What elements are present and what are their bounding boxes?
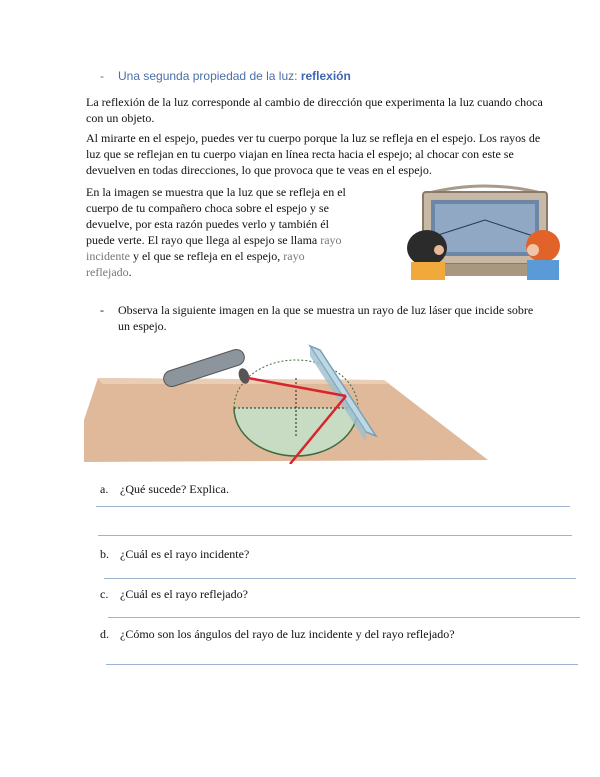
- para3-text3: .: [128, 265, 132, 279]
- question-d-label: d.: [100, 627, 109, 641]
- question-c-label: c.: [100, 587, 109, 601]
- paragraph-rays: [86, 184, 348, 280]
- child-left-body: [411, 262, 445, 280]
- question-a-label: a.: [100, 482, 109, 496]
- question-d: [100, 627, 455, 642]
- paragraph-definition: La reflexión de la luz corresponde al cambio de dirección que experimenta la luz cuando choca con un objeto.: [86, 95, 543, 125]
- bullet-dash: -: [100, 303, 104, 317]
- question-a-text: ¿Qué sucede? Explica.: [120, 482, 229, 496]
- answer-line-d[interactable]: [106, 664, 578, 665]
- question-c: [100, 587, 248, 602]
- answer-line-a2[interactable]: [98, 535, 572, 536]
- answer-line-c[interactable]: [108, 617, 580, 618]
- question-b-text: ¿Cuál es el rayo incidente?: [120, 547, 250, 561]
- answer-line-a1[interactable]: [96, 506, 570, 507]
- para3-text2: y el que se refleja en el espejo,: [129, 249, 284, 263]
- heading-keyword: reflexión: [300, 69, 351, 83]
- question-c-text: ¿Cuál es el rayo reflejado?: [120, 587, 248, 601]
- mirror-base: [435, 264, 535, 276]
- paragraph-mirror: Al mirarte en el espejo, puedes ver tu cuerpo porque la luz se refleja en el espejo. Los rayos de luz que se reflejan en tu cuerpo viajan en línea recta hacia el espejo; al chocar con este se devuelven en todas direcciones, lo que provoca que te veas en el espejo.: [86, 131, 541, 177]
- question-d-text: ¿Cómo son los ángulos del rayo de luz incidente y del rayo reflejado?: [120, 627, 455, 641]
- mirror-children-illustration: [405, 180, 565, 280]
- child-right-body: [527, 260, 559, 280]
- heading-dash: -: [100, 69, 104, 83]
- answer-line-b[interactable]: [104, 578, 576, 579]
- question-b-label: b.: [100, 547, 109, 561]
- laser-mirror-illustration: [84, 338, 488, 464]
- para3-text1: En la imagen se muestra que la luz que se refleja en el cuerpo de tu compañero choca sobre el espejo y se devuelve, por esta razón puedes verlo y también él puede verte. El rayo que llega al espejo se llama: [86, 185, 346, 247]
- section-heading: [100, 69, 351, 83]
- term-reflected-ray: rayo reflejado: [86, 249, 305, 279]
- instruction-text: Observa la siguiente imagen en la que se muestra un rayo de luz láser que incide sobre un espejo.: [118, 303, 534, 333]
- question-b: [100, 547, 249, 562]
- heading-prefix: Una segunda propiedad de la luz:: [118, 69, 301, 83]
- instruction-bullet: [100, 302, 540, 334]
- question-a: [100, 482, 229, 497]
- term-incident-ray: rayo incidente: [86, 233, 342, 263]
